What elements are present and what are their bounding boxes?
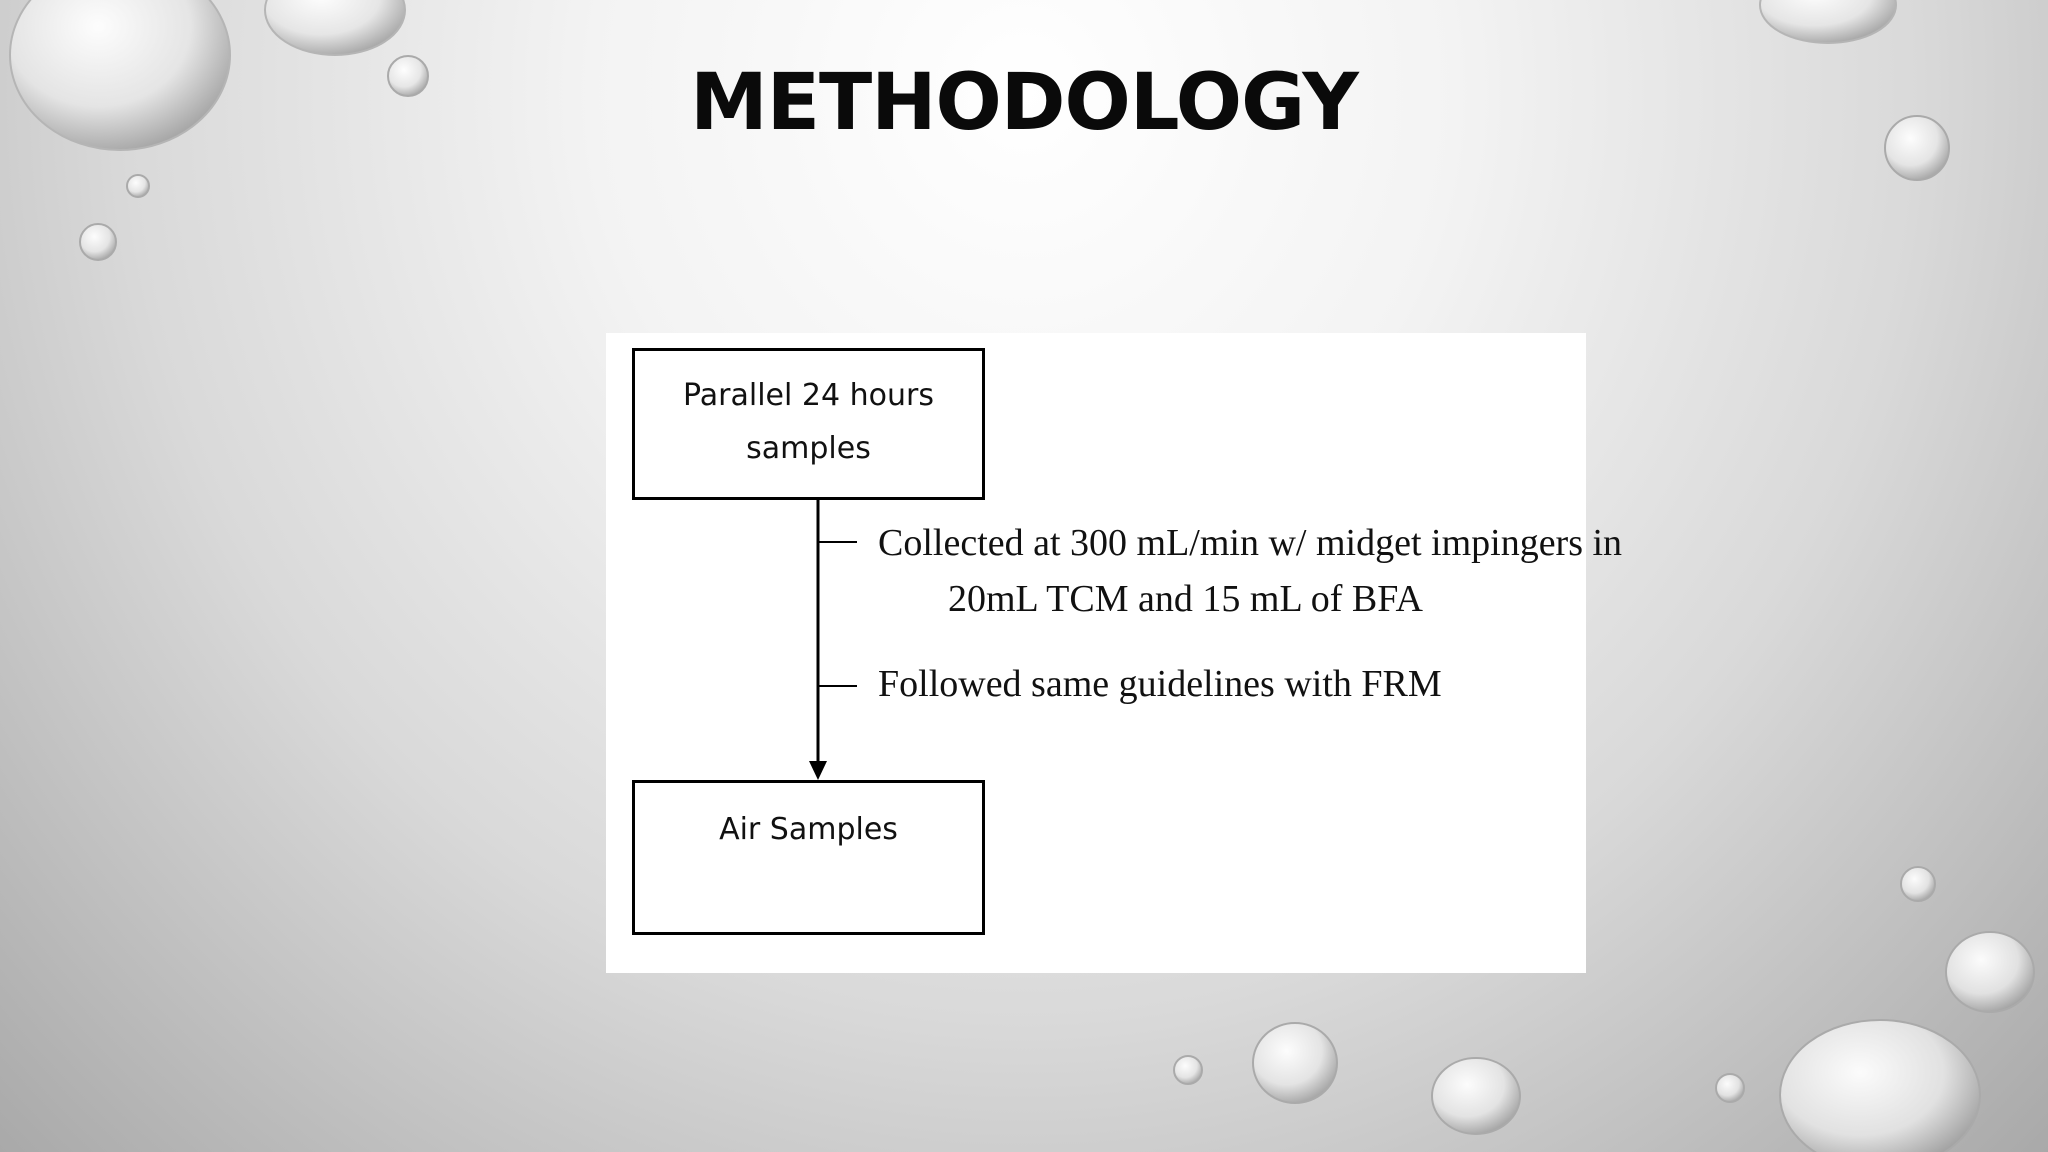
step-2-line-1: Followed same guidelines with FRM	[878, 663, 1442, 705]
slide-title: METHODOLOGY	[690, 58, 1358, 148]
step-1-line-1: Collected at 300 mL/min w/ midget impingers in	[878, 522, 1623, 564]
methodology-flowchart	[606, 333, 1623, 973]
top-box-line-2: samples	[746, 431, 871, 466]
step-2-note	[878, 656, 1442, 712]
step-1-line-2: 20mL TCM and 15 mL of BFA	[948, 578, 1423, 620]
bottom-box-label: Air Samples	[719, 812, 898, 847]
step-1-note	[878, 515, 1622, 627]
top-box-line-1: Parallel 24 hours	[683, 378, 934, 413]
parallel-samples-box	[632, 348, 985, 500]
air-samples-box	[632, 780, 985, 935]
arrowhead-icon	[809, 761, 827, 780]
